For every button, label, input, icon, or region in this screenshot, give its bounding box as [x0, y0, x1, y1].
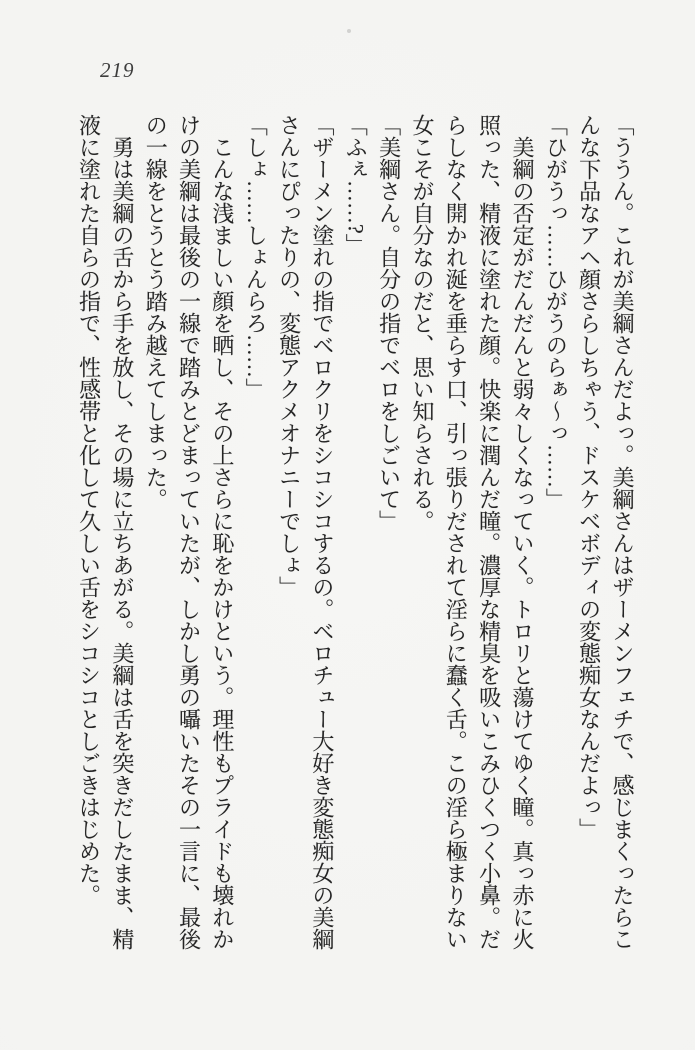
- text-column: けの美綱は最後の一線で踏みとどまっていたが、しかし勇の囁いたその一言に、最後: [176, 114, 202, 950]
- text-column: 「ううん。これが美綱さんだよっ。美綱さんはザーメンフェチで、感じまくったらこ: [610, 114, 635, 950]
- text-column: んな下品なアヘ顔さらしちゃう、ドスケベボディの変態痴女なんだよっ」: [576, 114, 602, 840]
- body-text-block: [72, 114, 639, 956]
- text-column: らしなく開かれ涎を垂らす口、引っ張りだされて淫らに蠢く舌。この淫ら極まりない: [443, 114, 469, 950]
- text-column: 「しょ……しょんらろ……」: [243, 114, 269, 400]
- scan-speck-artifact: [347, 29, 351, 33]
- text-column: 照った、精液に塗れた顔。快楽に潤んだ瞳。濃厚な精臭を吸いこみひくつく小鼻。だ: [476, 114, 502, 950]
- text-column: さんにぴったりの、変態アクメオナニーでしょ」: [276, 114, 302, 598]
- text-column: 「ふぇ……?」: [343, 114, 369, 256]
- text-column: 女こそが自分なのだと、思い知らされる。: [409, 114, 435, 532]
- text-column: 「ひがうっ……ひがうのらぁ〜っ……」: [543, 114, 569, 510]
- text-column: の一線をとうとう踏み越えてしまった。: [143, 114, 169, 510]
- text-column: 液に塗れた自らの指で、性感帯と化して久しい舌をシコシコとしごきはじめた。: [76, 114, 102, 906]
- text-column: 勇は美綱の舌から手を放し、その場に立ちあがる。美綱は舌を突きだしたまま、精: [109, 136, 135, 950]
- page-number: 219: [100, 58, 135, 82]
- text-column: こんな浅ましい顔を晒し、その上さらに恥をかけという。理性もプライドも壊れか: [209, 136, 235, 950]
- text-column: 「ザーメン塗れの指でベロクリをシコシコするの。ベロチュー大好き変態痴女の美綱: [309, 114, 335, 950]
- text-column: 美綱の否定がだんだんと弱々しくなっていく。トロリと蕩けてゆく瞳。真っ赤に火: [509, 136, 535, 950]
- text-column: 「美綱さん。自分の指でベロをしごいて」: [376, 114, 402, 532]
